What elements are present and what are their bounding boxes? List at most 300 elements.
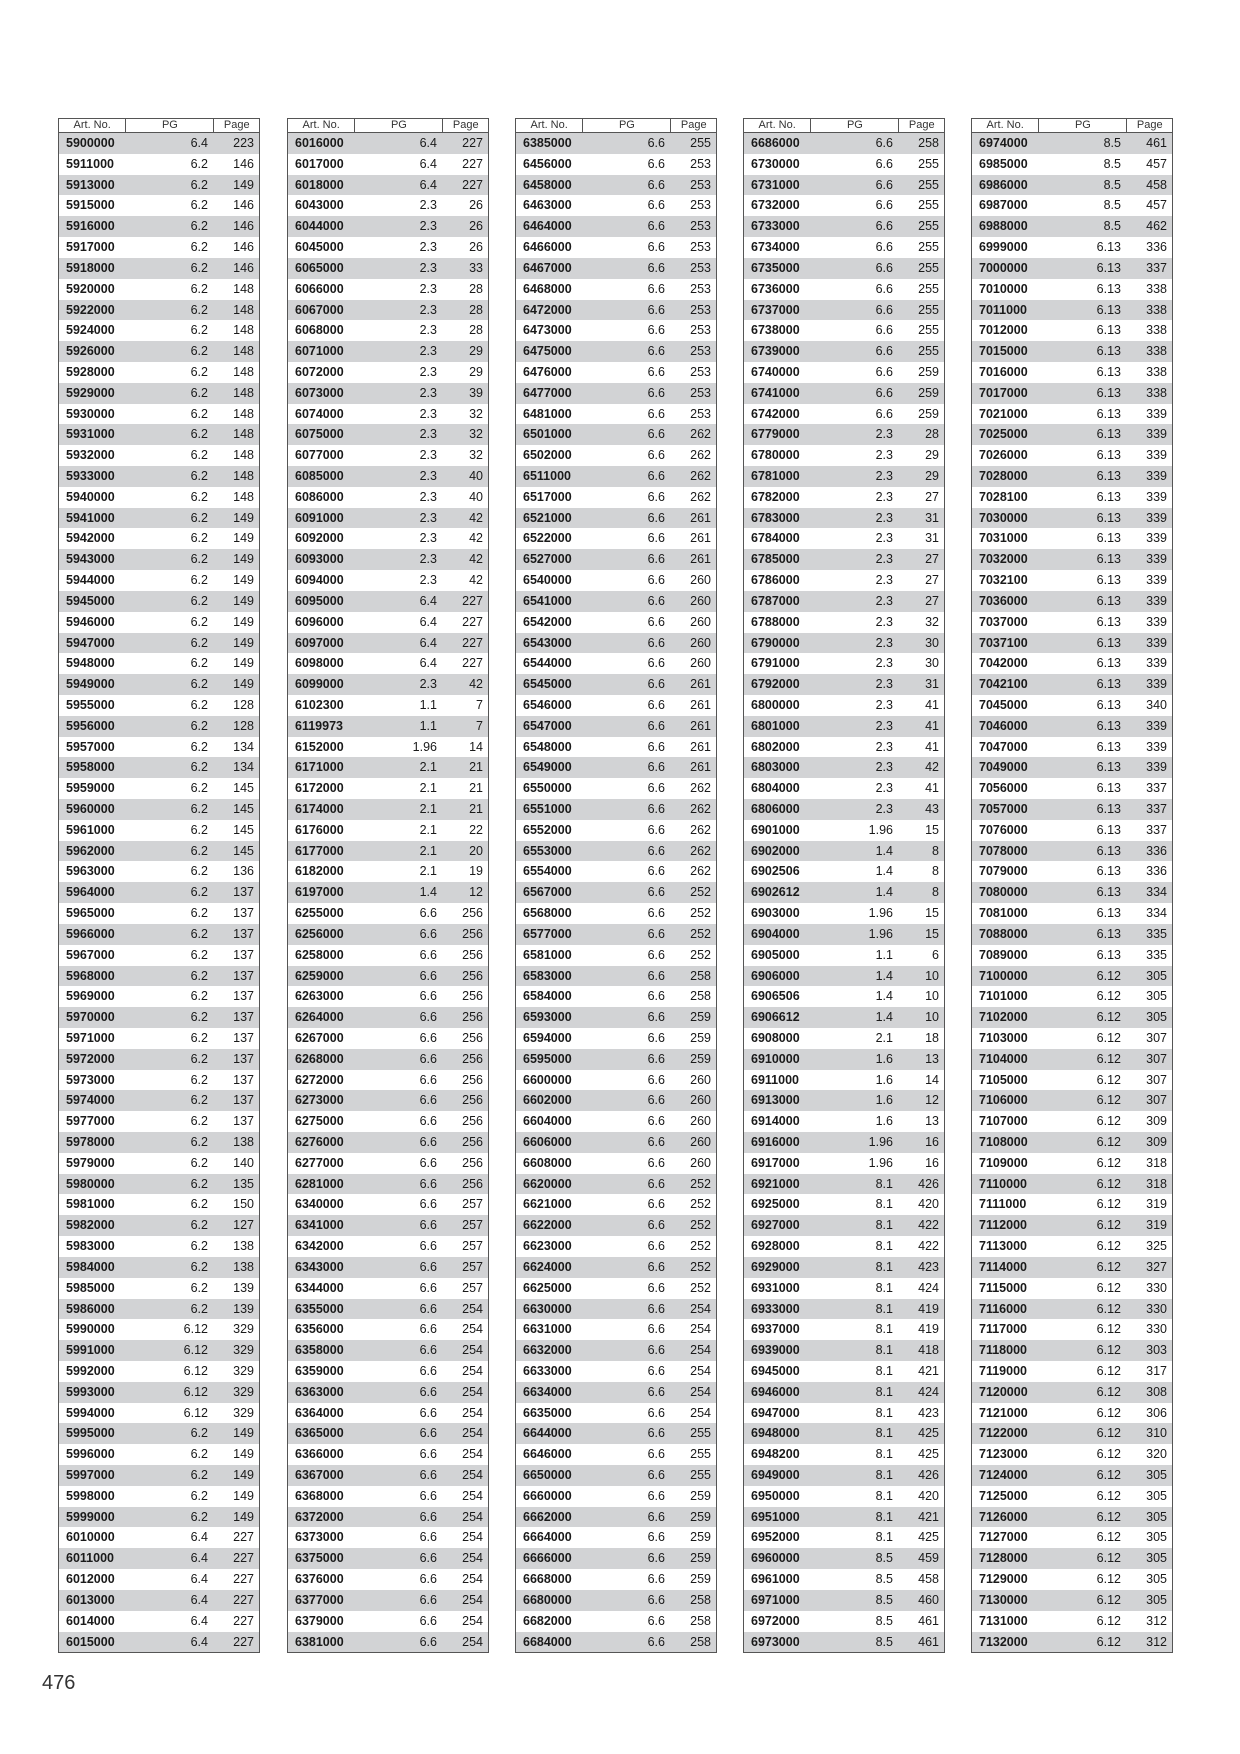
table-row bbox=[744, 1278, 944, 1299]
pg-cell: 6.12 bbox=[1096, 1280, 1121, 1295]
table-row bbox=[516, 279, 716, 300]
pg-cell: 6.13 bbox=[1096, 885, 1121, 900]
pg-cell: 6.13 bbox=[1096, 635, 1121, 650]
art-no-cell: 6620000 bbox=[523, 1176, 572, 1191]
page-cell: 42 bbox=[469, 677, 483, 692]
page-cell: 149 bbox=[233, 635, 254, 650]
pg-cell: 6.6 bbox=[419, 1572, 437, 1587]
table-row bbox=[972, 528, 1172, 549]
pg-cell: 8.1 bbox=[875, 1343, 893, 1358]
table-row bbox=[516, 154, 716, 175]
page-cell: 329 bbox=[233, 1343, 254, 1358]
pg-cell: 8.5 bbox=[1103, 198, 1121, 213]
page-cell: 148 bbox=[233, 489, 254, 504]
pg-cell: 6.6 bbox=[647, 260, 665, 275]
art-no-cell: 7111000 bbox=[979, 1197, 1027, 1212]
table-row bbox=[288, 216, 488, 237]
table-row bbox=[288, 674, 488, 695]
art-no-cell: 5959000 bbox=[66, 781, 115, 796]
pg-cell: 6.6 bbox=[647, 323, 665, 338]
art-no-cell: 6085000 bbox=[295, 469, 344, 483]
page-cell: 137 bbox=[233, 1010, 254, 1025]
pg-cell: 6.2 bbox=[190, 1509, 208, 1524]
table-row bbox=[744, 986, 944, 1007]
art-no-cell: 6901000 bbox=[751, 822, 800, 837]
pg-cell: 6.13 bbox=[1096, 364, 1121, 379]
pg-cell: 2.3 bbox=[875, 489, 893, 504]
table-row bbox=[516, 778, 716, 799]
page-cell: 148 bbox=[233, 469, 254, 483]
page-cell: 258 bbox=[690, 1613, 711, 1628]
page-cell: 259 bbox=[690, 1010, 711, 1025]
table-row bbox=[744, 1382, 944, 1403]
table-row bbox=[516, 716, 716, 737]
table-row bbox=[59, 1423, 259, 1444]
table-row bbox=[744, 924, 944, 945]
art-no-cell: 5965000 bbox=[66, 906, 115, 921]
pg-cell: 6.2 bbox=[190, 1072, 208, 1087]
page-cell: 254 bbox=[462, 1592, 483, 1607]
pg-cell: 6.2 bbox=[190, 1280, 208, 1295]
art-no-cell: 7030000 bbox=[979, 510, 1028, 525]
art-no-cell: 6277000 bbox=[295, 1155, 344, 1170]
page-cell: 16 bbox=[925, 1155, 939, 1170]
page-cell: 227 bbox=[462, 136, 483, 150]
pg-cell: 6.12 bbox=[1096, 1363, 1121, 1378]
pg-cell: 6.6 bbox=[419, 1197, 437, 1212]
table-row bbox=[744, 1236, 944, 1257]
pg-cell: 6.2 bbox=[190, 323, 208, 338]
art-no-cell: 6177000 bbox=[295, 843, 344, 858]
page-cell: 262 bbox=[690, 802, 711, 816]
table-row bbox=[972, 1340, 1172, 1361]
page-cell: 33 bbox=[469, 260, 483, 275]
pg-cell: 6.6 bbox=[875, 198, 893, 213]
table-row bbox=[59, 320, 259, 341]
pg-cell: 6.6 bbox=[875, 136, 893, 150]
pg-cell: 6.12 bbox=[183, 1343, 208, 1358]
page-cell: 255 bbox=[690, 1426, 711, 1441]
table-row bbox=[972, 1486, 1172, 1507]
art-no-cell: 5980000 bbox=[66, 1176, 115, 1191]
pg-cell: 6.12 bbox=[1096, 1343, 1121, 1358]
table-row bbox=[288, 882, 488, 903]
art-no-cell: 6584000 bbox=[523, 989, 572, 1004]
pg-cell: 6.2 bbox=[190, 510, 208, 525]
art-no-cell: 5971000 bbox=[66, 1030, 115, 1045]
art-no-cell: 6464000 bbox=[523, 219, 572, 234]
page-cell: 252 bbox=[690, 1197, 711, 1212]
pg-cell: 6.6 bbox=[647, 427, 665, 442]
pg-cell: 6.12 bbox=[1096, 1613, 1121, 1628]
art-no-cell: 6355000 bbox=[295, 1301, 344, 1316]
art-no-cell: 6546000 bbox=[523, 697, 572, 712]
table-row bbox=[59, 237, 259, 258]
page-cell: 338 bbox=[1146, 344, 1167, 359]
art-no-cell: 6456000 bbox=[523, 156, 572, 171]
pg-cell: 6.4 bbox=[190, 136, 208, 150]
page-cell: 10 bbox=[925, 968, 939, 983]
pg-cell: 6.2 bbox=[190, 427, 208, 442]
pg-cell: 6.2 bbox=[190, 885, 208, 900]
table-row bbox=[288, 1590, 488, 1611]
art-no-cell: 6581000 bbox=[523, 947, 572, 962]
page-cell: 425 bbox=[918, 1447, 939, 1462]
pg-cell: 6.12 bbox=[1096, 1072, 1121, 1087]
art-no-cell: 6916000 bbox=[751, 1135, 800, 1149]
art-no-cell: 6684000 bbox=[523, 1634, 572, 1649]
pg-cell: 6.13 bbox=[1096, 573, 1121, 588]
pg-cell: 6.12 bbox=[1096, 1530, 1121, 1545]
art-no-cell: 6527000 bbox=[523, 552, 572, 567]
page-cell: 29 bbox=[925, 448, 939, 463]
table-row bbox=[516, 612, 716, 633]
table-row bbox=[516, 1486, 716, 1507]
page-cell: 307 bbox=[1146, 1051, 1167, 1066]
art-no-cell: 5979000 bbox=[66, 1155, 115, 1170]
pg-cell: 6.2 bbox=[190, 1197, 208, 1212]
page-cell: 259 bbox=[690, 1530, 711, 1545]
table-row bbox=[288, 487, 488, 508]
art-no-cell: 6902000 bbox=[751, 843, 800, 858]
page-cell: 137 bbox=[233, 989, 254, 1004]
pg-cell: 2.3 bbox=[875, 593, 893, 608]
art-no-cell: 6933000 bbox=[751, 1301, 800, 1316]
page-cell: 227 bbox=[462, 593, 483, 608]
page-cell: 227 bbox=[233, 1592, 254, 1607]
pg-cell: 6.2 bbox=[190, 1176, 208, 1191]
art-no-cell: 6686000 bbox=[751, 136, 800, 150]
page-cell: 254 bbox=[462, 1530, 483, 1545]
pg-cell: 6.2 bbox=[190, 364, 208, 379]
page-cell: 317 bbox=[1146, 1363, 1167, 1378]
table-row bbox=[972, 861, 1172, 882]
page-cell: 335 bbox=[1146, 947, 1167, 962]
pg-cell: 6.6 bbox=[647, 593, 665, 608]
page-cell: 260 bbox=[690, 635, 711, 650]
page-cell: 256 bbox=[462, 947, 483, 962]
pg-cell: 6.6 bbox=[647, 489, 665, 504]
pg-cell: 6.13 bbox=[1096, 489, 1121, 504]
page-cell: 252 bbox=[690, 1280, 711, 1295]
pg-cell: 6.6 bbox=[647, 614, 665, 629]
art-no-cell: 5970000 bbox=[66, 1010, 115, 1025]
table-row bbox=[59, 1403, 259, 1424]
table-row bbox=[972, 1611, 1172, 1632]
page-cell: 334 bbox=[1146, 885, 1167, 900]
table-row bbox=[744, 300, 944, 321]
art-no-cell: 6375000 bbox=[295, 1551, 344, 1566]
page-cell: 135 bbox=[233, 1176, 254, 1191]
art-no-cell: 6342000 bbox=[295, 1239, 344, 1254]
pg-cell: 6.6 bbox=[647, 1468, 665, 1482]
table-row bbox=[744, 1444, 944, 1465]
page-cell: 27 bbox=[925, 593, 939, 608]
art-no-cell: 6467000 bbox=[523, 260, 572, 275]
page-cell: 255 bbox=[690, 1468, 711, 1482]
pg-cell: 6.13 bbox=[1096, 344, 1121, 359]
pg-cell: 6.2 bbox=[190, 1259, 208, 1274]
pg-cell: 2.3 bbox=[875, 510, 893, 525]
art-no-cell: 5943000 bbox=[66, 552, 115, 567]
table-row bbox=[516, 362, 716, 383]
table-row bbox=[288, 986, 488, 1007]
art-no-cell: 6176000 bbox=[295, 822, 344, 837]
table-row bbox=[59, 1111, 259, 1132]
page-cell: 337 bbox=[1146, 822, 1167, 837]
page-cell: 257 bbox=[462, 1239, 483, 1254]
table-row bbox=[744, 1507, 944, 1528]
pg-cell: 2.1 bbox=[419, 864, 437, 879]
table-row bbox=[744, 1028, 944, 1049]
art-no-cell: 6363000 bbox=[295, 1384, 344, 1399]
pg-cell: 6.2 bbox=[190, 989, 208, 1004]
pg-cell: 6.6 bbox=[647, 635, 665, 650]
pg-cell: 6.6 bbox=[419, 1218, 437, 1233]
page-cell: 258 bbox=[690, 1634, 711, 1649]
pg-cell: 6.6 bbox=[419, 1280, 437, 1295]
table-row bbox=[744, 882, 944, 903]
pg-cell: 6.6 bbox=[647, 1072, 665, 1087]
table-row bbox=[516, 1611, 716, 1632]
table-row bbox=[516, 1444, 716, 1465]
page-cell: 148 bbox=[233, 364, 254, 379]
art-no-cell: 6476000 bbox=[523, 364, 572, 379]
table-row bbox=[972, 778, 1172, 799]
page-cell: 253 bbox=[690, 177, 711, 192]
art-no-cell: 7131000 bbox=[979, 1613, 1028, 1628]
art-no-cell: 6385000 bbox=[523, 136, 572, 150]
art-no-cell: 6631000 bbox=[523, 1322, 572, 1337]
page-cell: 149 bbox=[233, 1488, 254, 1503]
art-no-cell: 5924000 bbox=[66, 323, 115, 338]
table-row bbox=[516, 1340, 716, 1361]
page-cell: 252 bbox=[690, 906, 711, 921]
index-table-3 bbox=[515, 118, 717, 1653]
art-no-cell: 6119973 bbox=[295, 718, 343, 733]
art-no-cell: 6095000 bbox=[295, 593, 344, 608]
art-no-cell: 6913000 bbox=[751, 1093, 800, 1108]
page-cell: 41 bbox=[925, 739, 939, 754]
art-no-cell: 6550000 bbox=[523, 781, 572, 796]
table-row bbox=[288, 1465, 488, 1486]
pg-cell: 2.3 bbox=[419, 531, 437, 546]
table-row bbox=[59, 674, 259, 695]
table-row bbox=[744, 404, 944, 425]
art-no-cell: 6276000 bbox=[295, 1135, 344, 1149]
pg-cell: 8.1 bbox=[875, 1197, 893, 1212]
page-cell: 339 bbox=[1146, 510, 1167, 525]
art-no-cell: 6730000 bbox=[751, 156, 800, 171]
pg-cell: 1.4 bbox=[875, 864, 893, 879]
pg-cell: 8.1 bbox=[875, 1176, 893, 1191]
pg-cell: 2.3 bbox=[419, 510, 437, 525]
pg-cell: 2.3 bbox=[875, 427, 893, 442]
page-cell: 312 bbox=[1146, 1634, 1167, 1649]
page-cell: 260 bbox=[690, 573, 711, 588]
table-row bbox=[516, 903, 716, 924]
page-cell: 261 bbox=[690, 718, 711, 733]
page-cell: 252 bbox=[690, 1218, 711, 1233]
pg-cell: 6.13 bbox=[1096, 864, 1121, 879]
table-row bbox=[744, 1299, 944, 1320]
page-cell: 27 bbox=[925, 489, 939, 504]
art-no-cell: 6093000 bbox=[295, 552, 344, 567]
table-row bbox=[516, 445, 716, 466]
page-cell: 306 bbox=[1146, 1405, 1167, 1420]
header-pg: PG bbox=[1039, 119, 1127, 132]
pg-cell: 2.3 bbox=[419, 364, 437, 379]
page-cell: 134 bbox=[233, 760, 254, 775]
table-row bbox=[744, 258, 944, 279]
pg-cell: 6.6 bbox=[647, 1551, 665, 1566]
pg-cell: 6.6 bbox=[875, 385, 893, 400]
art-no-cell: 5920000 bbox=[66, 281, 115, 296]
art-no-cell: 5968000 bbox=[66, 968, 115, 983]
art-no-cell: 7037100 bbox=[979, 635, 1028, 650]
pg-cell: 6.2 bbox=[190, 552, 208, 567]
index-table-1 bbox=[58, 118, 260, 1653]
pg-cell: 6.4 bbox=[190, 1634, 208, 1649]
table-row bbox=[972, 1299, 1172, 1320]
page-cell: 338 bbox=[1146, 323, 1167, 338]
art-no-cell: 6646000 bbox=[523, 1447, 572, 1462]
page-cell: 307 bbox=[1146, 1030, 1167, 1045]
table-row bbox=[59, 424, 259, 445]
pg-cell: 6.2 bbox=[190, 531, 208, 546]
art-no-cell: 5944000 bbox=[66, 573, 115, 588]
pg-cell: 6.2 bbox=[190, 219, 208, 234]
pg-cell: 6.2 bbox=[190, 1010, 208, 1025]
table-row bbox=[744, 841, 944, 862]
page-cell: 42 bbox=[469, 573, 483, 588]
table-row bbox=[516, 320, 716, 341]
table-row bbox=[59, 1007, 259, 1028]
page-cell: 31 bbox=[925, 677, 939, 692]
page-cell: 21 bbox=[469, 802, 483, 816]
pg-cell: 6.12 bbox=[1096, 1384, 1121, 1399]
art-no-cell: 6906612 bbox=[751, 1010, 800, 1025]
pg-cell: 2.3 bbox=[875, 552, 893, 567]
art-no-cell: 7130000 bbox=[979, 1592, 1028, 1607]
art-no-cell: 5913000 bbox=[66, 177, 115, 192]
page-cell: 15 bbox=[925, 906, 939, 921]
art-no-cell: 6624000 bbox=[523, 1259, 572, 1274]
pg-cell: 6.6 bbox=[647, 1301, 665, 1316]
table-row bbox=[516, 1257, 716, 1278]
page-cell: 137 bbox=[233, 947, 254, 962]
pg-cell: 8.1 bbox=[875, 1322, 893, 1337]
table-row bbox=[288, 154, 488, 175]
page-cell: 137 bbox=[233, 1051, 254, 1066]
table-row bbox=[744, 1340, 944, 1361]
art-no-cell: 6908000 bbox=[751, 1030, 800, 1045]
table-row bbox=[516, 861, 716, 882]
art-no-cell: 6583000 bbox=[523, 968, 572, 983]
art-no-cell: 7028100 bbox=[979, 489, 1028, 504]
page-cell: 259 bbox=[690, 1051, 711, 1066]
pg-cell: 6.6 bbox=[647, 822, 665, 837]
pg-cell: 2.3 bbox=[875, 677, 893, 692]
page-cell: 426 bbox=[918, 1468, 939, 1482]
table-row bbox=[744, 612, 944, 633]
art-no-cell: 5915000 bbox=[66, 198, 115, 213]
pg-cell: 6.2 bbox=[190, 656, 208, 671]
pg-cell: 6.6 bbox=[647, 240, 665, 255]
table-row bbox=[972, 1070, 1172, 1091]
page-cell: 8 bbox=[932, 843, 939, 858]
header-art-no: Art. No. bbox=[744, 119, 811, 132]
page-cell: 458 bbox=[918, 1572, 939, 1587]
table-row bbox=[744, 591, 944, 612]
pg-cell: 6.2 bbox=[190, 198, 208, 213]
art-no-cell: 6972000 bbox=[751, 1613, 800, 1628]
art-no-cell: 6502000 bbox=[523, 448, 572, 463]
art-no-cell: 6945000 bbox=[751, 1363, 800, 1378]
art-no-cell: 6547000 bbox=[523, 718, 572, 733]
table-row bbox=[288, 1153, 488, 1174]
page-cell: 146 bbox=[233, 260, 254, 275]
page-cell: 223 bbox=[233, 136, 254, 150]
pg-cell: 6.6 bbox=[647, 1280, 665, 1295]
art-no-cell: 7117000 bbox=[979, 1322, 1027, 1337]
pg-cell: 2.1 bbox=[419, 760, 437, 775]
pg-cell: 2.3 bbox=[875, 802, 893, 816]
page-cell: 259 bbox=[918, 385, 939, 400]
page-cell: 21 bbox=[469, 781, 483, 796]
pg-cell: 6.6 bbox=[647, 885, 665, 900]
page-cell: 7 bbox=[476, 697, 483, 712]
page-cell: 227 bbox=[233, 1634, 254, 1649]
pg-cell: 2.3 bbox=[419, 281, 437, 296]
page-cell: 39 bbox=[469, 385, 483, 400]
page-cell: 459 bbox=[918, 1551, 939, 1566]
page-cell: 137 bbox=[233, 968, 254, 983]
pg-cell: 6.2 bbox=[190, 1301, 208, 1316]
table-row bbox=[744, 1153, 944, 1174]
pg-cell: 6.2 bbox=[190, 1488, 208, 1503]
pg-cell: 6.6 bbox=[647, 697, 665, 712]
pg-cell: 6.13 bbox=[1096, 281, 1121, 296]
table-row bbox=[59, 924, 259, 945]
art-no-cell: 7125000 bbox=[979, 1488, 1028, 1503]
pg-cell: 6.6 bbox=[647, 1322, 665, 1337]
table-row bbox=[288, 1007, 488, 1028]
art-no-cell: 5998000 bbox=[66, 1488, 115, 1503]
art-no-cell: 6682000 bbox=[523, 1613, 572, 1628]
table-row bbox=[972, 716, 1172, 737]
page-cell: 307 bbox=[1146, 1072, 1167, 1087]
table-row bbox=[744, 549, 944, 570]
art-no-cell: 7103000 bbox=[979, 1030, 1028, 1045]
pg-cell: 6.6 bbox=[419, 1509, 437, 1524]
art-no-cell: 5996000 bbox=[66, 1447, 115, 1462]
art-no-cell: 7078000 bbox=[979, 843, 1028, 858]
pg-cell: 6.4 bbox=[190, 1613, 208, 1628]
page-cell: 339 bbox=[1146, 718, 1167, 733]
table-row bbox=[59, 528, 259, 549]
table-row bbox=[59, 695, 259, 716]
table-row bbox=[744, 1090, 944, 1111]
table-row bbox=[288, 1548, 488, 1569]
pg-cell: 6.13 bbox=[1096, 802, 1121, 816]
art-no-cell: 7127000 bbox=[979, 1530, 1028, 1545]
pg-cell: 6.13 bbox=[1096, 718, 1121, 733]
table-row bbox=[972, 882, 1172, 903]
art-no-cell: 6086000 bbox=[295, 489, 344, 504]
pg-cell: 2.3 bbox=[419, 573, 437, 588]
page-cell: 21 bbox=[469, 760, 483, 775]
